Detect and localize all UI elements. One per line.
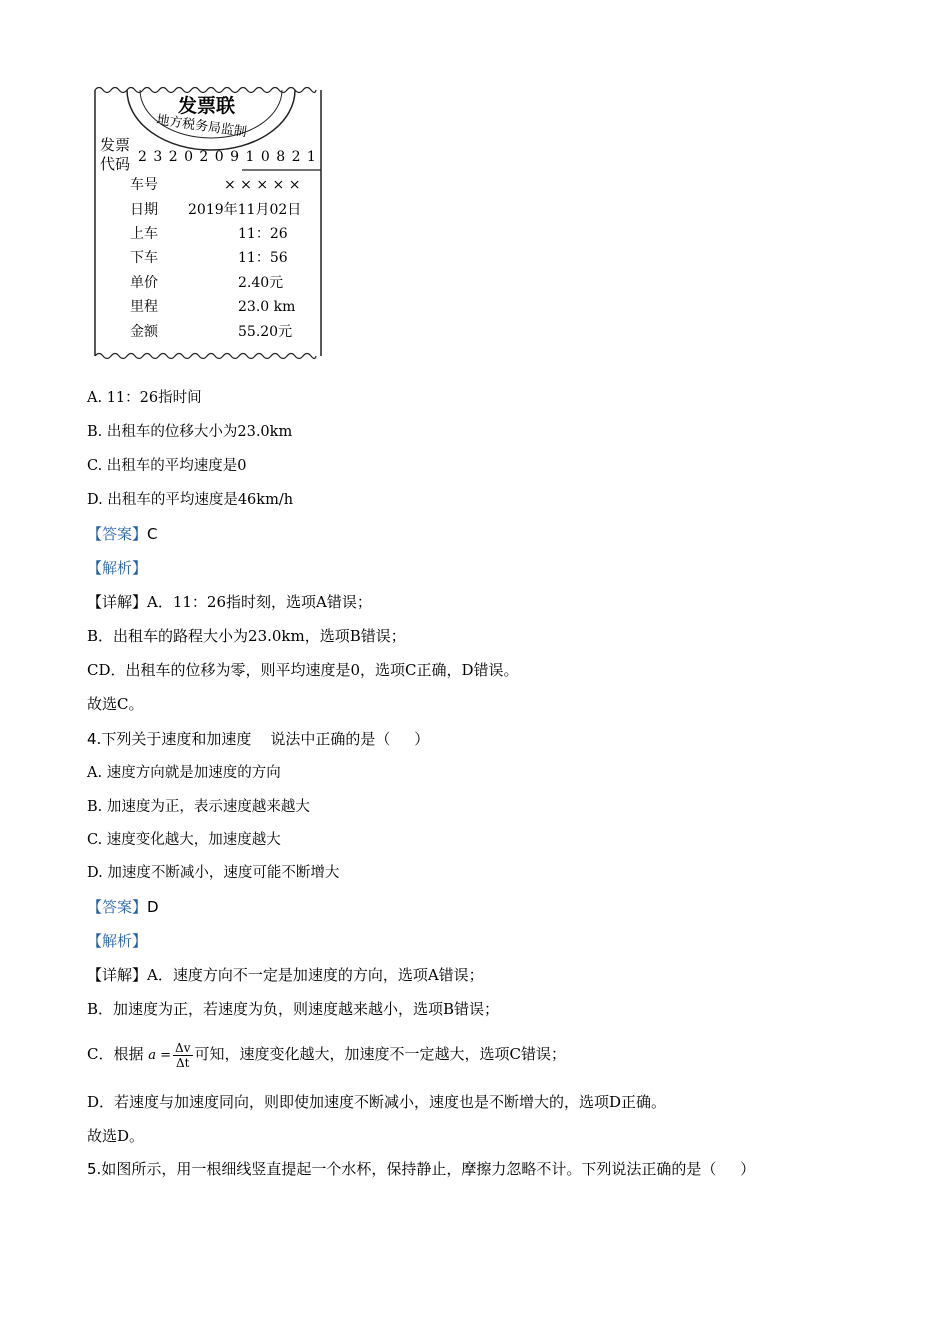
detail-c-suffix: 可知，速度变化越大，加速度不一定越大，选项C错误； xyxy=(194,1045,566,1063)
receipt-row-value-alight: 11：56 xyxy=(238,250,288,266)
detail-text: A．11：26指时刻，选项A错误； xyxy=(147,593,372,611)
receipt-row-label-date: 日期 xyxy=(130,202,158,218)
q3-analysis-tag: 【解析】 xyxy=(87,559,148,577)
receipt-row-label-plate: 车号 xyxy=(130,177,158,193)
formula-fraction xyxy=(173,1041,192,1070)
q4-detail-a xyxy=(87,965,484,985)
q3-detail-a xyxy=(87,592,372,612)
answer-tag: 【答案】 xyxy=(87,525,148,543)
formula-lhs: a = xyxy=(148,1048,172,1063)
formula-denominator: Δt xyxy=(176,1055,190,1070)
receipt-row-label-price: 单价 xyxy=(130,275,158,291)
detail-c-prefix: C．根据 xyxy=(87,1045,144,1063)
question-stem: 下列关于速度和加速度 说法中正确的是（ ） xyxy=(101,730,430,748)
answer-value: C xyxy=(147,525,158,543)
q3-option-c: C. 出租车的平均速度是0 xyxy=(87,458,247,474)
receipt-row-label-distance: 里程 xyxy=(130,299,158,315)
q3-detail-cd: CD．出租车的位移为零，则平均速度是0，选项C正确，D错误。 xyxy=(87,661,519,679)
q4-detail-c xyxy=(87,1036,566,1074)
q4-option-c: C. 速度变化越大，加速度越大 xyxy=(87,832,281,848)
receipt-seal-text: 地方税务局监制 xyxy=(155,112,248,141)
q4-stem xyxy=(87,729,429,749)
q4-option-a: A. 速度方向就是加速度的方向 xyxy=(87,765,281,781)
q5-stem xyxy=(87,1159,755,1179)
receipt-row-label-board: 上车 xyxy=(130,226,158,242)
q4-conclusion: 故选D。 xyxy=(87,1127,145,1145)
answer-tag: 【答案】 xyxy=(87,898,148,916)
q3-answer xyxy=(87,524,158,544)
receipt-row-value-distance: 23.0 km xyxy=(238,299,296,315)
question-stem: 如图所示，用一根细线竖直提起一个水杯，保持静止，摩擦力忽略不计。下列说法正确的是（ ） xyxy=(101,1160,756,1178)
receipt-row-label-amount: 金额 xyxy=(130,324,158,340)
receipt-row-value-date: 2019年11月02日 xyxy=(188,202,302,218)
receipt-title: 发票联 xyxy=(178,95,236,117)
taxi-receipt-figure xyxy=(92,86,324,364)
question-number: 5. xyxy=(87,1160,102,1178)
receipt-code-label xyxy=(100,136,130,174)
q3-option-a: A. 11：26指时间 xyxy=(87,390,202,406)
detail-tag: 【详解】 xyxy=(87,593,148,611)
q4-option-d: D. 加速度不断减小，速度可能不断增大 xyxy=(87,865,340,881)
q4-option-b: B. 加速度为正，表示速度越来越大 xyxy=(87,799,310,815)
q3-option-b: B. 出租车的位移大小为23.0km xyxy=(87,424,293,440)
answer-value: D xyxy=(147,898,159,916)
formula-numerator: Δv xyxy=(175,1040,191,1055)
receipt-row-value-price: 2.40元 xyxy=(238,275,284,291)
q4-detail-d: D．若速度与加速度同向，则即使加速度不断减小，速度也是不断增大的，选项D正确。 xyxy=(87,1093,667,1111)
q4-detail-b: B．加速度为正，若速度为负，则速度越来越小，选项B错误； xyxy=(87,1000,500,1018)
q3-detail-b: B．出租车的路程大小为23.0km，选项B错误； xyxy=(87,627,406,645)
receipt-code-label-2: 代码 xyxy=(100,155,131,173)
receipt-row-value-plate: × × × × × xyxy=(224,177,301,193)
detail-text: A．速度方向不一定是加速度的方向，选项A错误； xyxy=(147,966,484,984)
q4-analysis-tag: 【解析】 xyxy=(87,932,148,950)
receipt-row-label-alight: 下车 xyxy=(130,250,158,266)
q3-conclusion: 故选C。 xyxy=(87,695,144,713)
q3-option-d: D. 出租车的平均速度是46km/h xyxy=(87,492,294,508)
q4-answer xyxy=(87,897,159,917)
question-number: 4. xyxy=(87,730,102,748)
receipt-code-label-1: 发票 xyxy=(100,136,131,154)
detail-tag: 【详解】 xyxy=(87,966,148,984)
receipt-code-value: 2 3 2 0 2 0 9 1 0 8 2 1 xyxy=(138,149,317,165)
receipt-row-value-amount: 55.20元 xyxy=(238,324,293,340)
receipt-row-value-board: 11：26 xyxy=(238,226,288,242)
